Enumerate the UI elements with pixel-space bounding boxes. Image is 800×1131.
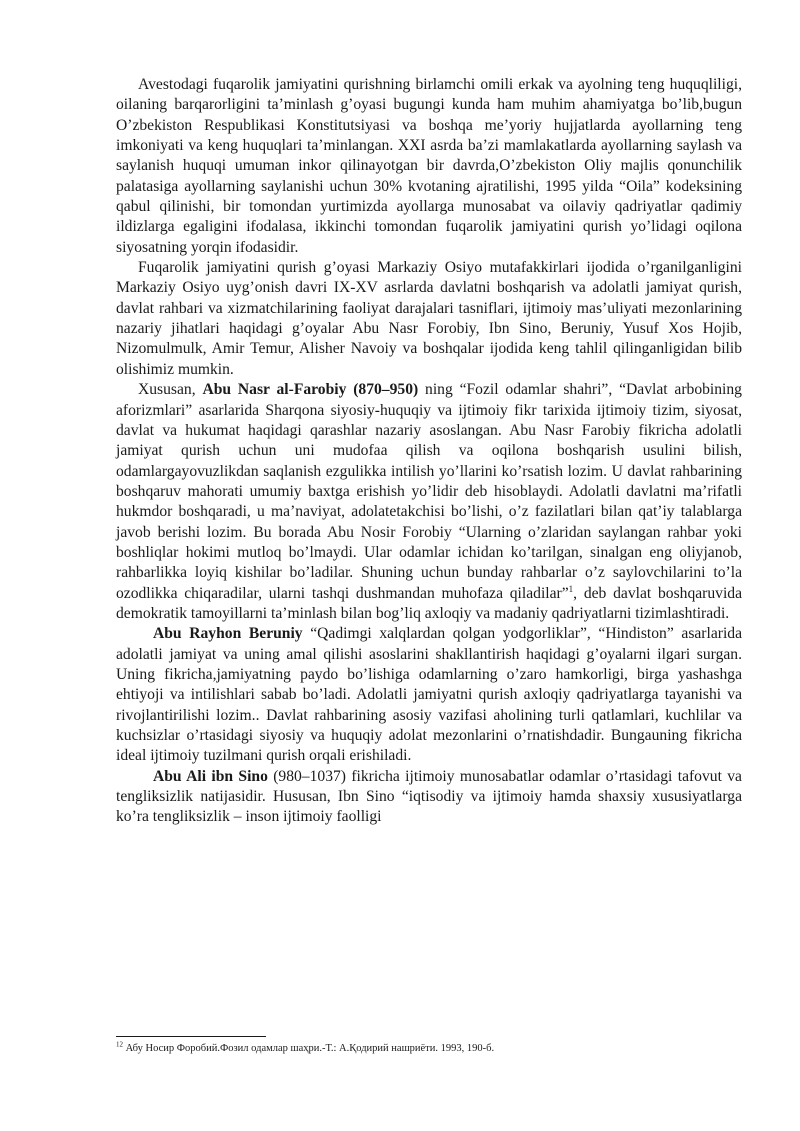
author-name: Abu Rayhon Beruniy [153, 625, 303, 643]
paragraph [116, 380, 742, 624]
paragraph [116, 75, 742, 258]
paragraph-text: ning “Fozil odamlar shahri”, “Davlat arbobining aforizmlari” asarlarida Sharqona siyosiy-huquqiy va ijtimoiy fikr tarixida ijtimoiy tizim, siyosat, davlat va hukumat haqidagi qarashlar nazariy asoslangan. Abu Nasr Farobiy fikricha adolatli jamiyat qurish uchun uni mudofaa qilish va oqilona boshqarish usulini bilish, odamlargayovuzlikdan saqlanish ezgulikka intilish yo’llarini ko’rsatish lozim. U davlat rahbarining boshqaruv mahorati umumiy baxtga erishish yo’lidir deb hisoblaydi. Adolatli davlatni ma’rifatli hukmdor boshqaradi, u ma’naviyat, adolatetakchisi bo’lishi, o’z fazilatlari bilan qat’iy talablarga javob berishi lozim. Bu borada Abu Nosir Forobiy “Ularning o’zlaridan saylangan rahbar yoki boshliqlar hokimi mutloq bo’lmaydi. Ular odamlar ichidan ko’tarilgan, sinalgan eng oliyjanob, rahbarlikka loyiq kishilar bo’ladilar. Shuning uchun bunday rahbarlar o’z saylovchilarini to’la ozodlikka chiqaradilar, ularni tashqi dushmandan muhofaza qiladilar” [116, 381, 742, 602]
footnote-separator [116, 1036, 266, 1037]
paragraph [116, 258, 742, 380]
footnote [116, 1042, 742, 1056]
author-name: Abu Ali ibn Sino [153, 767, 268, 785]
paragraph-text: , deb davlat boshqaruvida demokratik tamoyillarni ta’minlash bilan bog’liq axloqiy va madaniy qadriyatlarni tizimlashtiradi. [116, 584, 742, 622]
footnote-marker: 12 [116, 1040, 123, 1049]
footnote-reference: 1 [568, 583, 574, 594]
paragraph-text: “Qadimgi xalqlardan qolgan yodgorliklar”, “Hindiston” asarlarida adolatli jamiyat va uning amal qilishi asoslarini shakllantirish haqidagi g’oyalarni ilgari surgan. Uning fikricha,jamiyatning paydo bo’lishiga odamlarning o’zaro hamkorligi, birga yashashga ehtiyoji va intilishlari sabab bo’ladi. Adolatli jamiyatni qurish axloqiy qadriyatlarga tayanishi va rivojlantirilishi lozim.. Davlat rahbarining asosiy vazifasi aholining turli qatlamlari, kuchlilar va kuchsizlar o’rtasidagi siyosiy va huquqiy adolat mezonlarini o’rnatishdadir. Bungauning fikricha ideal ijtimoiy tuzilmani qurish orqali erishiladi. [116, 625, 742, 765]
paragraph [116, 767, 742, 828]
paragraph-text: Xususan, [138, 381, 203, 399]
paragraph [116, 624, 742, 766]
paragraph-text: Avestodagi fuqarolik jamiyatini qurishning birlamchi omili erkak va ayolning teng huquqliligi, oilaning barqarorligini ta’minlash g’oyasi bugungi kunda ham muhim ahamiyatga bo’lib,bugun O’zbekiston Respublikasi Konstitutsiyasi va boshqa me’yoriy hujjatlarda ayollarning teng imkoniyati va keng huquqlari ta’minlangan. XXI asrda ba’zi mamlakatlarda ayollarning saylash va saylanish huquqi umuman inkor qilinayotgan bir davrda,O’zbekiston Oliy majlis qonunchilik palatasiga ayollarning saylanishi uchun 30% kvotaning ajratilishi, 1995 yilda “Oila” kodeksining qabul qilinishi, bir tomondan yurtimizda ayollarga munosabat va oilaviy qadriyatlar qadimiy ildizlarga egaligini ifodalasa, ikkinchi tomondan fuqarolik jamiyatini qurish yo’lidagi oqilona siyosatning yorqin ifodasidir. [116, 76, 742, 256]
paragraph-text: (980–1037) fikricha ijtimoiy munosabatlar odamlar o’rtasidagi tafovut va tengliksizlik natijasidir. Hususan, Ibn Sino “iqtisodiy va ijtimoiy hamda shaxsiy xususiyatlarga ko’ra tengliksizlik – inson ijtimoiy faolligi [116, 767, 742, 826]
document-body [116, 75, 742, 828]
footnote-text: Абу Носир Форобий.Фозил одамлар шаҳри.-Т.: А.Қодирий нашриёти. 1993, 190-б. [123, 1043, 495, 1054]
author-name: Abu Nasr al-Farobiy (870–950) [202, 381, 419, 399]
paragraph-text: Fuqarolik jamiyatini qurish g’oyasi Markaziy Osiyo mutafakkirlari ijodida o’rganilganligini Markaziy Osiyo uyg’onish davri IX-XV asrlarda davlatni boshqarish va adolatli jamiyat qurish, davlat rahbari va xizmatchilarining faoliyat darajalari tasniflari, ijtimoiy mas’uliyati mezonlarining nazariy jihatlari haqidagi g’oyalar Abu Nasr Forobiy, Ibn Sino, Beruniy, Yusuf Xos Hojib, Nizomulmulk, Amir Temur, Alisher Navoiy va boshqalar ijodida keng tahlil qilinganligidan bilib olishimiz mumkin. [116, 259, 742, 378]
